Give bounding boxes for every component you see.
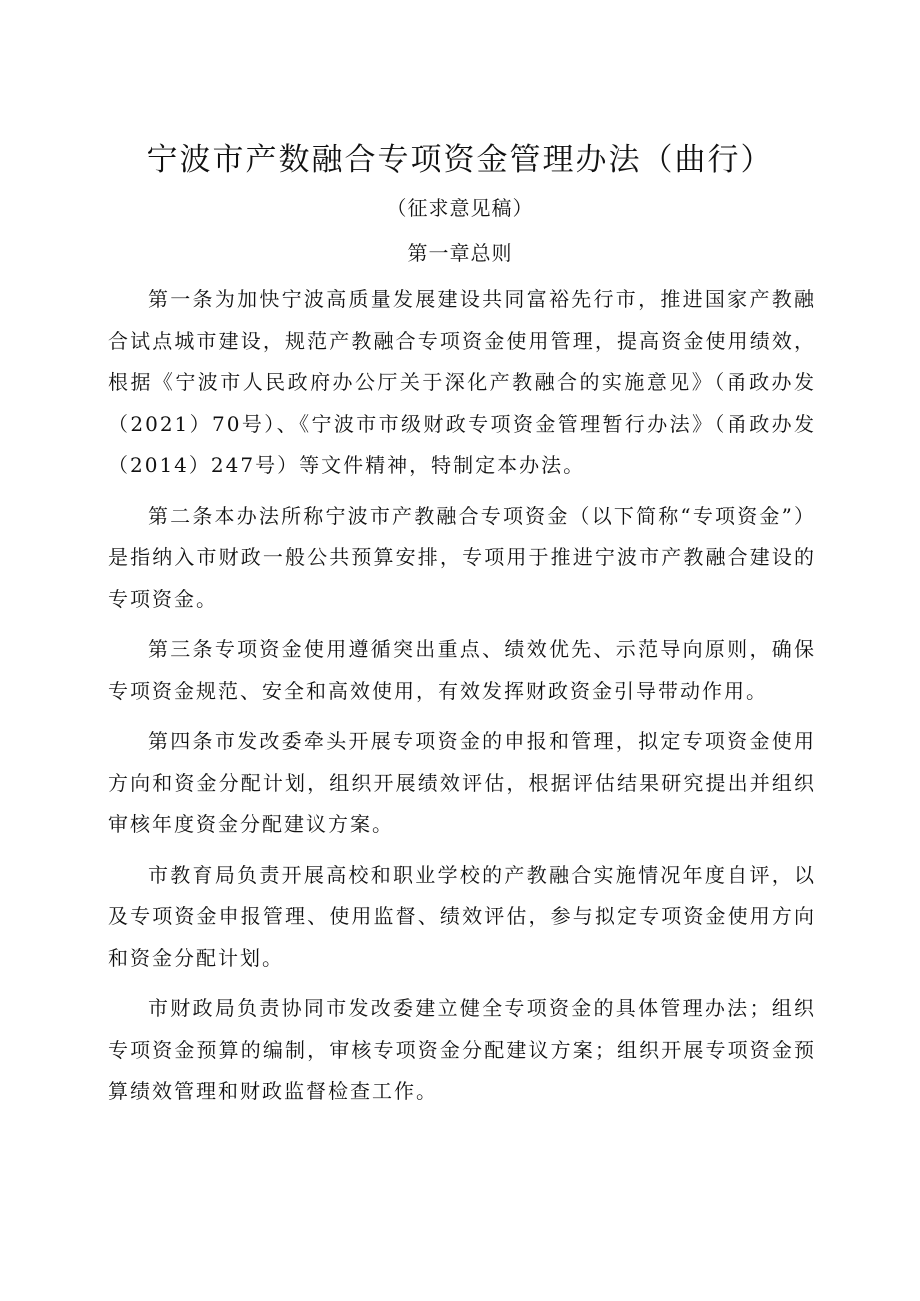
paragraph-article-4: 第四条市发改委牵头开展专项资金的申报和管理，拟定专项资金使用方向和资金分配计划，组织开展绩效评估，根据评估结果研究提出并组织审核年度资金分配建议方案。 xyxy=(108,729,816,836)
paragraph-article-1: 第一条为加快宁波高质量发展建设共同富裕先行市，推进国家产教融合试点城市建设，规范产教融合专项资金使用管理，提高资金使用绩效，根据《宁波市人民政府办公厅关于深化产教融合的实施意见》（甬政办发（2021）70号）、《宁波市市级财政专项资金管理暂行办法》（甬政办发（2014）247号）等文件精神，特制定本办法。 xyxy=(108,287,816,477)
paragraph-article-3: 第三条专项资金使用遵循突出重点、绩效优先、示范导向原则，确保专项资金规范、安全和高效使用，有效发挥财政资金引导带动作用。 xyxy=(108,637,816,703)
paragraph-education-bureau: 市教育局负责开展高校和职业学校的产教融合实施情况年度自评，以及专项资金申报管理、使用监督、绩效评估，参与拟定专项资金使用方向和资金分配计划。 xyxy=(108,862,816,970)
document-subtitle: （征求意见稿） xyxy=(386,196,534,220)
paragraph-article-2: 第二条本办法所称宁波市产教融合专项资金（以下简称“专项资金”）是指纳入市财政一般公共预算安排，专项用于推进宁波市产教融合建设的专项资金。 xyxy=(108,503,816,611)
paragraph-finance-bureau: 市财政局负责协同市发改委建立健全专项资金的具体管理办法；组织专项资金预算的编制，审核专项资金分配建议方案；组织开展专项资金预算绩效管理和财政监督检查工作。 xyxy=(108,996,816,1103)
chapter-heading: 第一章总则 xyxy=(407,241,513,265)
document-title: 宁波市产数融合专项资金管理办法（曲行） xyxy=(146,142,774,178)
document-body xyxy=(108,279,816,1122)
